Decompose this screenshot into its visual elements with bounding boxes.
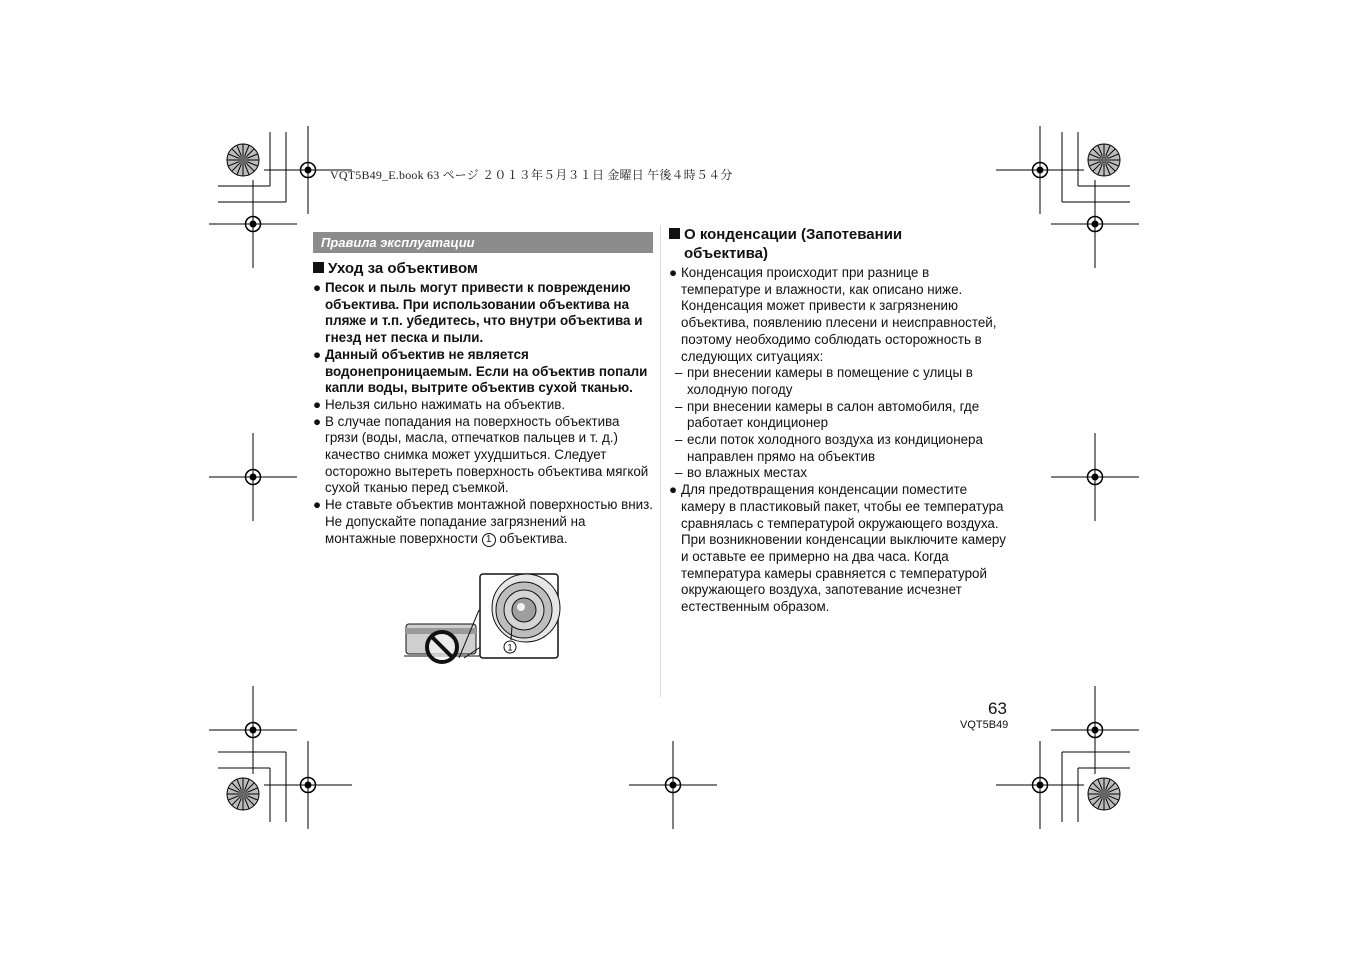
list-item: ● Не ставьте объектив монтажной поверхностью вниз. Не допускайте попадание загрязнений на монтажные поверхности 1 объектива.: [313, 497, 653, 546]
column-divider: [660, 225, 661, 697]
page-number: 63: [988, 699, 1007, 718]
callout-marker: 1: [482, 533, 496, 547]
sub-list-item: – при внесении камеры в помещение с улицы в холодную погоду: [675, 365, 973, 397]
lens-care-list: [313, 280, 653, 547]
condensation-list: [669, 265, 1009, 616]
list-item: ● Конденсация происходит при разнице в температуре и влажности, как описано ниже. Конденсация может привести к загрязнению объектива, появлению плесени и неисправностей, поэтому необходимо соблюдать осторожность в следующих ситуациях:: [669, 265, 997, 364]
section-title: Правила эксплуатации: [313, 232, 653, 253]
list-item: ● Для предотвращения конденсации поместите камеру в пластиковый пакет, чтобы ее температура сравнялась с температурой окружающего воздуха. При возникновении конденсации выключите камеру и оставьте ее примерно на два часа. Когда температура камеры сравняется с температурой окружающего воздуха, запотевание исчезнет естественным образом.: [669, 482, 1006, 615]
bullet-icon: ●: [313, 413, 322, 429]
lens-mount-illustration: [404, 572, 564, 664]
list-item: ● В случае попадания на поверхность объектива грязи (воды, масла, отпечатков пальцев и т. д.) качество снимка может ухудшиться. Следует осторожно вытереть поверхность объектива мягкой сухой тканью перед съемкой.: [313, 413, 649, 496]
file-info-header: VQT5B49_E.book 63 ページ ２０１３年５月３１日 金曜日 午後４時５４分: [330, 168, 733, 182]
list-item: ● Нельзя сильно нажимать на объектив.: [313, 396, 566, 412]
lens-care-heading: Уход за объективом: [313, 259, 478, 278]
bullet-icon: ●: [313, 346, 322, 362]
figure-callout-label: 1: [507, 642, 513, 653]
list-item: ● Данный объектив не является водонепроницаемым. Если на объектив попали капли воды, вытрите объектив сухой тканью.: [313, 346, 648, 396]
bullet-icon: ●: [313, 280, 322, 295]
dash-icon: –: [675, 398, 683, 414]
sub-list-item: – во влажных местах: [675, 465, 808, 481]
list-item: ● Песок и пыль могут привести к повреждению объектива. При использовании объектива на пляже и т.п. убедитесь, что внутри объектива и гнезд нет песка и пыли.: [313, 280, 643, 346]
sub-list-item: – при внесении камеры в салон автомобиля, где работает кондиционер: [675, 398, 980, 431]
square-bullet-icon: [669, 228, 680, 239]
square-bullet-icon: [313, 262, 324, 273]
bullet-icon: ●: [669, 482, 678, 498]
condensation-heading: О конденсации (Запотевании объектива): [669, 225, 1009, 263]
bullet-icon: ●: [313, 497, 322, 513]
dash-icon: –: [675, 365, 683, 381]
sub-list-item: – если поток холодного воздуха из кондиционера направлен прямо на объектив: [675, 432, 983, 464]
dash-icon: –: [675, 432, 683, 448]
bullet-icon: ●: [669, 265, 678, 280]
bullet-icon: ●: [313, 396, 322, 412]
dash-icon: –: [675, 465, 683, 481]
model-code: VQT5B49: [960, 719, 1009, 731]
